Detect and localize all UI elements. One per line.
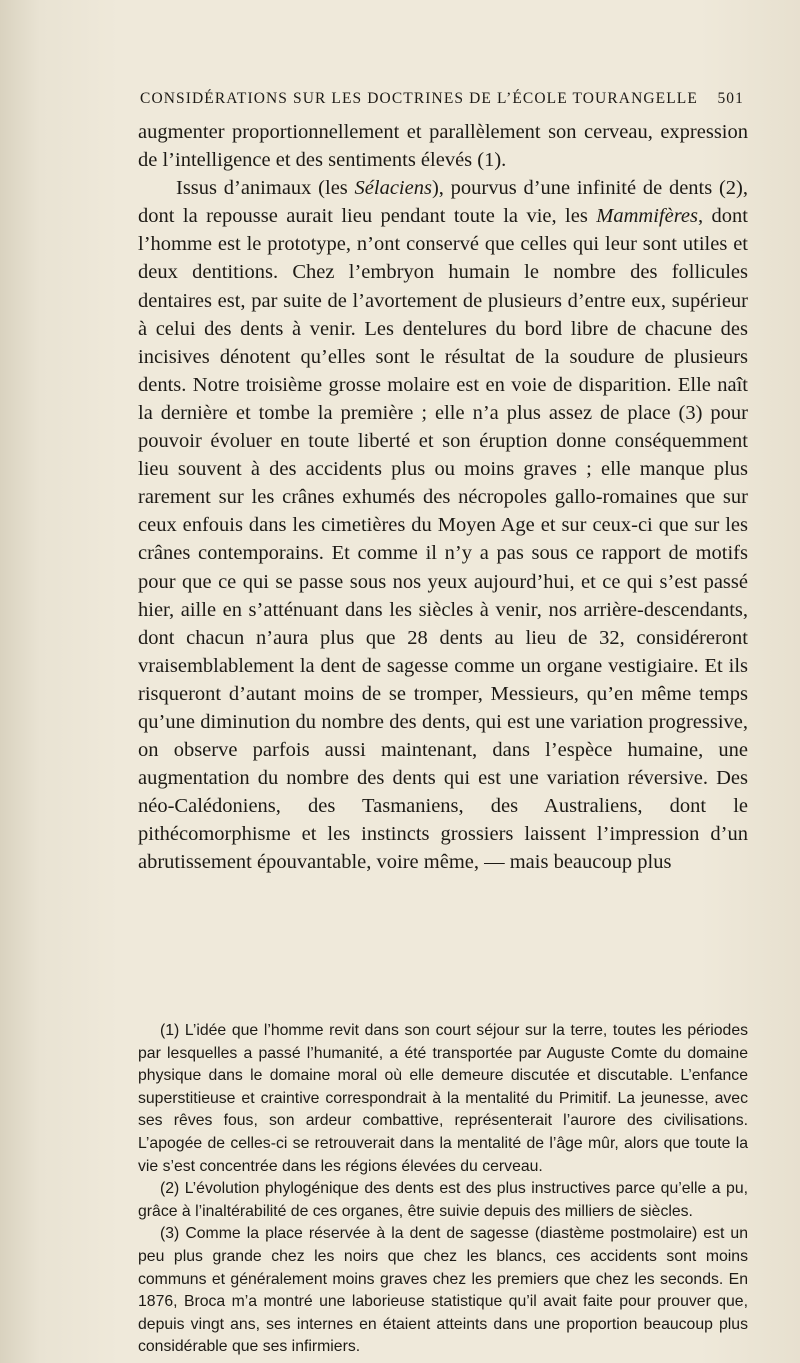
paragraph-2-part-b: ), pourvus d’une infinité de dents (2), dont la repousse aurait lieu pendant toute la vie, les (138, 177, 748, 228)
paragraph-1 (138, 118, 748, 174)
footnote-1: (1) L’idée que l’homme revit dans son court séjour sur la terre, toutes les périodes par lesquelles a passé l’humanité, a été transportée par Auguste Comte du domaine physique dans le domaine moral où elle demeure discutée et discutable. L’enfance superstitieuse et craintive correspondrait à la mentalité du Primitif. La jeunesse, avec ses rêves fous, son ardeur combattive, représenterait l’aurore des civilisations. L’apogée de celles-ci se retrouverait dans la mentalité de l’âge mûr, alors que toute la vie s’est concentrée dans les régions élevées du cerveau. (138, 1022, 748, 1175)
header-title: CONSIDÉRATIONS SUR LES DOCTRINES DE L’ÉCOLE TOURANGELLE (140, 90, 698, 107)
term-selaciens: Sélaciens (354, 177, 432, 200)
paragraph-2-part-a: Issus d’animaux (les (176, 177, 355, 200)
paragraph-2-part-c: , dont l’homme est le prototype, n’ont conservé que celles qui leur sont utiles et deux dentitions. Chez l’embryon humain le nombre des follicules dentaires est, par suite de l’avortement de plusieurs d’entre eux, supérieur à celui des dents à venir. Les dentelures du bord libre de chacune des incisives dénotent qu’elles sont le résultat de la soudure de plusieurs dents. Notre troisième grosse molaire est en voie de disparition. Elle naît la dernière et tombe la première ; elle n’a plus assez de place (3) pour pouvoir évoluer en toute liberté et son éruption donne conséquemment lieu souvent à des accidents plus ou moins graves ; elle manque plus rarement sur les crânes exhumés des nécropoles gallo-romaines que sur ceux enfouis dans les cimetières du Moyen Age et sur ceux-ci que sur les crânes contemporains. Et comme il n’y a pas sous ce rapport de motifs pour que ce qui se passe sous nos yeux aujourd’hui, et ce qui s’est passé hier, aille en s’atténuant dans les siècles à venir, nos arrière-descendants, dont chacun n’aura plus que 28 dents au lieu de 32, considéreront vraisemblablement la dent de sagesse comme un organe vestigiaire. Et ils risqueront d’autant moins de se tromper, Messieurs, qu’en même temps qu’une diminution du nombre des dents, qui est une variation progressive, on observe parfois aussi maintenant, dans l’espèce humaine, une augmentation du nombre des dents qui est une variation réversive. Des néo-Calédoniens, des Tasmaniens, des Australiens, dont le pithécomorphisme et les instincts grossiers laissent l’impression d’un abrutissement épouvantable, voire même, — mais beaucoup plus (138, 205, 748, 874)
footnote-2: (2) L’évolution phylogénique des dents est des plus instructives parce qu’elle a pu, grâce à l’inaltérabilité de ces organes, être suivie depuis des milliers de siècles. (138, 1180, 748, 1220)
body-text (138, 118, 748, 877)
paragraph-2 (138, 174, 748, 876)
term-mammiferes: Mammifères (596, 205, 698, 228)
footnote-3: (3) Comme la place réservée à la dent de sagesse (diastème postmolaire) est un peu plus grande chez les noirs que chez les blancs, ces accidents sont moins communs et généralement moins graves chez les premiers que chez les seconds. En 1876, Broca m’a montré une laborieuse statistique qu’il avait faite pour prouver que, depuis vingt ans, ses internes en étaient atteints dans une proportion beaucoup plus considérable que ses infirmiers. (138, 1225, 748, 1356)
paragraph-1-text: augmenter proportionnellement et parallèlement son cerveau, expression de l’intelligence et des sentiments élevés (1). (138, 121, 748, 172)
footnotes (138, 1020, 748, 1359)
running-header (140, 90, 744, 108)
page-number: 501 (717, 90, 744, 107)
